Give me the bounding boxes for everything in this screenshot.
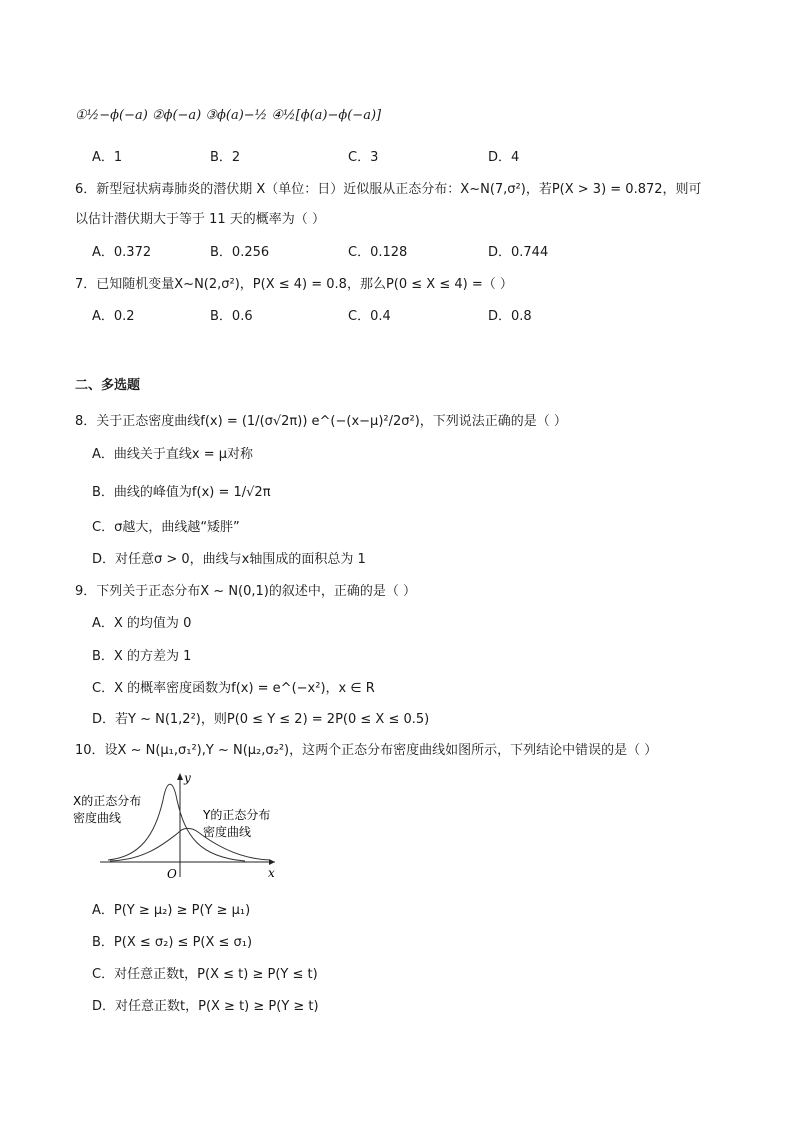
section-title: 二、多选题 <box>75 378 141 393</box>
q6-option-c: C．0.128 <box>348 245 408 260</box>
q9-option-d: D．若Y ~ N(1,2²)，则P(0 ≤ Y ≤ 2) = 2P(0 ≤ X ≤ 0.5) <box>92 712 430 727</box>
q9-option-b: B．X 的方差为 1 <box>92 649 192 664</box>
q5-option-b: B．2 <box>210 150 241 165</box>
q8-option-d: D．对任意σ > 0，曲线与x轴围成的面积总为 1 <box>92 552 366 567</box>
q6-option-b: B．0.256 <box>210 245 270 260</box>
x-curve-label-line1: X的正态分布 <box>73 794 142 808</box>
q9-option-a: A．X 的均值为 0 <box>92 616 192 631</box>
y-axis-label: y <box>184 771 191 785</box>
q9-option-c: C．X 的概率密度函数为f(x) = e^(−x²)，x ∈ R <box>92 681 375 696</box>
q6-option-a: A．0.372 <box>92 245 152 260</box>
q8-option-c: C．σ越大，曲线越“矮胖” <box>92 520 240 535</box>
y-axis-arrow-icon <box>177 773 183 780</box>
q10-option-d: D．对任意正数t，P(X ≥ t) ≥ P(Y ≥ t) <box>92 999 319 1014</box>
q7-option-d: D．0.8 <box>488 309 532 324</box>
q10-option-c: C．对任意正数t，P(X ≤ t) ≥ P(Y ≤ t) <box>92 967 318 982</box>
q8-option-b: B．曲线的峰值为f(x) = 1/√2π <box>92 485 271 500</box>
q5-option-c: C．3 <box>348 150 379 165</box>
q7-option-c: C．0.4 <box>348 309 391 324</box>
q7-option-b: B．0.6 <box>210 309 253 324</box>
origin-label: O <box>167 867 177 880</box>
q6-stem-line1: 6．新型冠状病毒肺炎的潜伏期 X（单位：日）近似服从正态分布：X~N(7,σ²)，若P(X > 3) = 0.872，则可 <box>75 182 702 197</box>
q5-option-a: A．1 <box>92 150 123 165</box>
q5-choices: ①½−ϕ(−a) ②ϕ(−a) ③ϕ(a)−½ ④½[ϕ(a)−ϕ(−a)] <box>75 108 382 123</box>
normal-density-figure <box>70 765 285 880</box>
y-curve-label-line2: 密度曲线 <box>203 825 252 839</box>
q10-stem: 10．设X ~ N(μ₁,σ₁²),Y ~ N(μ₂,σ₂²)，这两个正态分布密度曲线如图所示，下列结论中错误的是（ ） <box>75 743 658 758</box>
q8-option-a: A．曲线关于直线x = μ对称 <box>92 447 254 462</box>
q8-stem: 8．关于正态密度曲线f(x) = (1/(σ√2π)) e^(−(x−μ)²/2σ²)，下列说法正确的是（ ） <box>75 414 567 429</box>
q6-option-d: D．0.744 <box>488 245 549 260</box>
x-axis-label: x <box>268 866 275 880</box>
x-curve-label-line2: 密度曲线 <box>73 811 122 825</box>
q10-option-a: A．P(Y ≥ μ₂) ≥ P(Y ≥ μ₁) <box>92 903 251 918</box>
q9-stem: 9．下列关于正态分布X ~ N(0,1)的叙述中，正确的是（ ） <box>75 584 417 599</box>
y-curve-label-line1: Y的正态分布 <box>203 808 271 822</box>
q7-stem: 7．已知随机变量X~N(2,σ²)，P(X ≤ 4) = 0.8，那么P(0 ≤ X ≤ 4) =（ ） <box>75 277 513 292</box>
q7-option-a: A．0.2 <box>92 309 135 324</box>
q5-option-d: D．4 <box>488 150 520 165</box>
q10-option-b: B．P(X ≤ σ₂) ≤ P(X ≤ σ₁) <box>92 935 253 950</box>
q6-stem-line2: 以估计潜伏期大于等于 11 天的概率为（ ） <box>75 212 325 227</box>
